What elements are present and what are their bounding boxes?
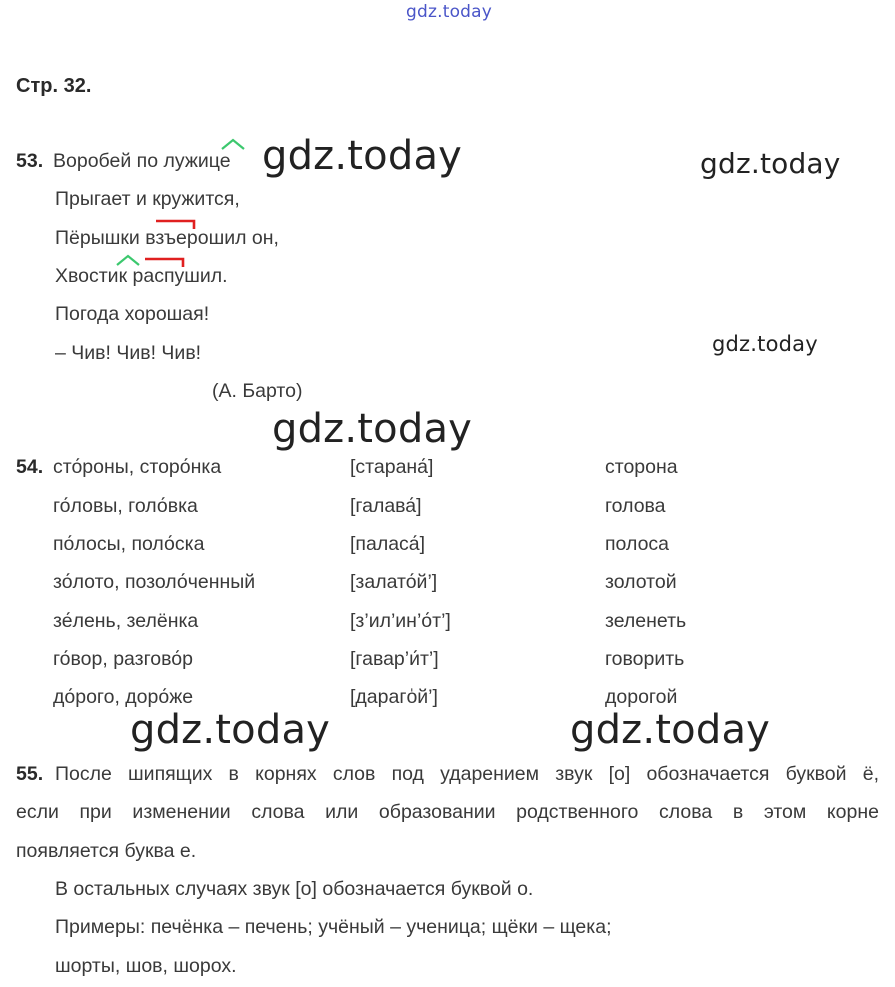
rule-line-1: После шипящих в корнях слов под ударением звук [о] обозначается буквой ё,	[55, 763, 879, 785]
poem-line-5: Погода хорошая!	[55, 303, 210, 325]
transcription: [дарагo̍й’]	[350, 686, 438, 708]
word-pair: сто́роны, сторо́нка	[53, 456, 222, 478]
watermark: gdz.today	[262, 133, 463, 179]
exercise-54-number: 54.	[16, 456, 44, 478]
rule-line-3: появляется буква е.	[16, 840, 197, 862]
transcription: [паласа́]	[350, 533, 426, 555]
poem-line-1: Воробей по лужице	[53, 150, 231, 172]
watermark: gdz.today	[130, 707, 331, 753]
transcription: [галава́]	[350, 495, 422, 517]
check-word: полоса	[605, 533, 670, 555]
poem-author: (А. Барто)	[212, 380, 303, 402]
word-pair: по́лосы, поло́ска	[53, 533, 205, 555]
check-word: золотой	[605, 571, 677, 593]
word-pair: до́рого, доро́же	[53, 686, 194, 708]
word-pair: го́ловы, голо́вка	[53, 495, 198, 517]
transcription: [старана́]	[350, 456, 434, 478]
check-word: сторона	[605, 456, 678, 478]
examples-line-2: шорты, шов, шорох.	[55, 955, 237, 977]
examples-line-1: Примеры: печёнка – печень; учёный – ученица; щёки – щека;	[55, 916, 612, 938]
word-pair: го́вор, разгово́р	[53, 648, 193, 670]
watermark: gdz.today	[700, 147, 841, 180]
check-word: дорогой	[605, 686, 678, 708]
transcription: [з’ил’ин’о́т’]	[350, 610, 451, 632]
watermark: gdz.today	[272, 406, 473, 452]
watermark-top: gdz.today	[406, 2, 493, 22]
transcription: [гавар’и́т’]	[350, 648, 439, 670]
poem-line-4: Хвостик распушил.	[55, 265, 228, 287]
poem-line-2: Прыгает и кружится,	[55, 188, 240, 210]
poem-line-3: Пёрышки взъерошил он,	[55, 227, 279, 249]
prefix-mark	[155, 218, 197, 230]
watermark: gdz.today	[712, 332, 818, 356]
transcription: [залато́й’]	[350, 571, 438, 593]
word-pair: зо́лото, позоло́ченный	[53, 571, 256, 593]
rule-line-2: если при изменении слова или образовании родственного слова в этом корне	[16, 801, 879, 823]
exercise-53-number: 53.	[16, 150, 44, 172]
page-label: Стр. 32.	[16, 75, 92, 97]
check-word: голова	[605, 495, 666, 517]
root-mark	[220, 138, 246, 150]
poem-line-6: – Чив! Чив! Чив!	[55, 342, 202, 364]
word-pair: зе́лень, зелёнка	[53, 610, 199, 632]
check-word: зеленеть	[605, 610, 687, 632]
exercise-55-number: 55.	[16, 763, 44, 785]
watermark: gdz.today	[570, 707, 771, 753]
rule-paragraph-2: В остальных случаях звук [о] обозначается буквой о.	[55, 878, 534, 900]
prefix-mark	[144, 256, 186, 268]
check-word: говорить	[605, 648, 685, 670]
root-mark	[115, 254, 141, 266]
